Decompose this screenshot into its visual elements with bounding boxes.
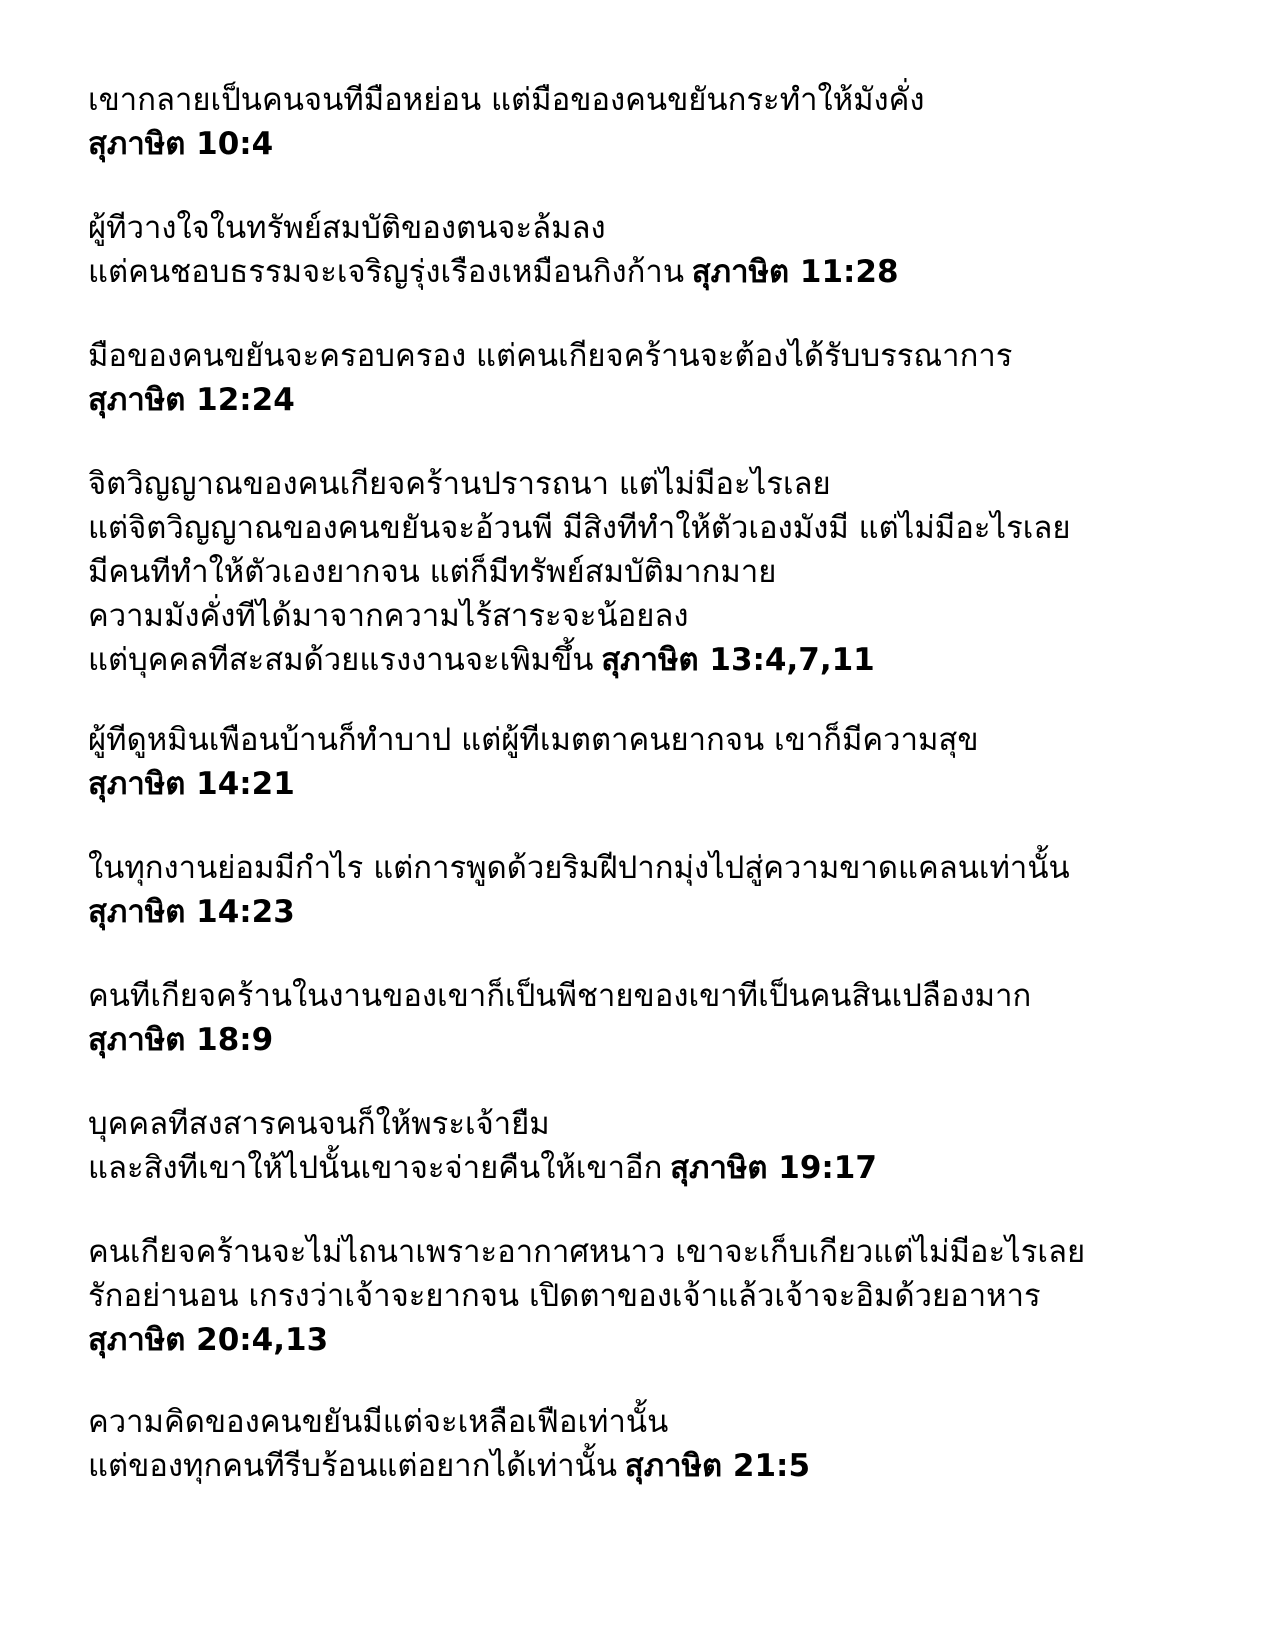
passage	[88, 206, 1248, 294]
passage	[88, 974, 1248, 1062]
verse-reference: สุภาษิต 13:4,7,11	[601, 642, 875, 678]
verse-line: มีคนทีทำให้ตัวเองยากจน แต่ก็มีทรัพย์สมบัติมากมาย	[88, 554, 777, 590]
verse-text: และสิงทีเขาให้ไปนั้นเขาจะจ่ายคืนให้เขาอีก	[88, 1150, 663, 1186]
verse-reference: สุภาษิต 20:4,13	[88, 1322, 329, 1358]
verse-reference: สุภาษิต 14:23	[88, 894, 295, 930]
verse-line	[88, 638, 1248, 682]
verse-reference: สุภาษิต 14:21	[88, 766, 295, 802]
passage	[88, 78, 1248, 166]
verse-line: เขากลายเป็นคนจนทีมือหย่อน แต่มือของคนขยันกระทำให้มังคั่ง	[88, 82, 925, 118]
verse-line: แต่จิตวิญญาณของคนขยันจะอ้วนพี มีสิงทีทำให้ตัวเองมังมี แต่ไม่มีอะไรเลย	[88, 510, 1071, 546]
passage	[88, 1102, 1248, 1190]
verse-reference: สุภาษิต 18:9	[88, 1022, 274, 1058]
passage	[88, 334, 1248, 422]
verse-line: ผู้ทีดูหมินเพือนบ้านก็ทำบาป แต่ผู้ทีเมตตาคนยากจน เขาก็มีความสุข	[88, 722, 979, 758]
verse-line: รักอย่านอน เกรงว่าเจ้าจะยากจน เปิดตาของเจ้าแล้วเจ้าจะอิมด้วยอาหาร	[88, 1278, 1041, 1314]
verse-line: มือของคนขยันจะครอบครอง แต่คนเกียจคร้านจะต้องได้รับบรรณาการ	[88, 338, 1013, 374]
verse-line: ความคิดของคนขยันมีแต่จะเหลือเฟือเท่านั้น	[88, 1404, 669, 1440]
verse-line: บุคคลทีสงสารคนจนก็ให้พระเจ้ายืม	[88, 1106, 550, 1142]
verse-reference: สุภาษิต 11:28	[691, 254, 899, 290]
passage	[88, 1230, 1248, 1362]
verse-line: ผู้ทีวางใจในทรัพย์สมบัติของตนจะล้มลง	[88, 210, 606, 246]
verse-text: แต่ของทุกคนทีรีบร้อนแต่อยากได้เท่านั้น	[88, 1448, 618, 1484]
verse-line: คนเกียจคร้านจะไม่ไถนาเพราะอากาศหนาว เขาจะเก็บเกียวแต่ไม่มีอะไรเลย	[88, 1234, 1086, 1270]
verse-line	[88, 1444, 1248, 1488]
verse-line	[88, 250, 1248, 294]
passage	[88, 718, 1248, 806]
verse-text: แต่บุคคลทีสะสมด้วยแรงงานจะเพิมขึ้น	[88, 642, 594, 678]
passage	[88, 1400, 1248, 1488]
verse-reference: สุภาษิต 19:17	[670, 1150, 877, 1186]
verse-line: ความมังคั่งทีได้มาจากความไร้สาระจะน้อยลง	[88, 598, 689, 634]
verse-text: แต่คนชอบธรรมจะเจริญรุ่งเรืองเหมือนกิงก้าน	[88, 254, 685, 290]
verse-reference: สุภาษิต 12:24	[88, 382, 295, 418]
verse-line	[88, 1146, 1248, 1190]
verse-line: ในทุกงานย่อมมีกำไร แต่การพูดด้วยริมฝีปากมุ่งไปสู่ความขาดแคลนเท่านั้น	[88, 850, 1070, 886]
passage	[88, 462, 1248, 682]
passage	[88, 846, 1248, 934]
verse-line: คนทีเกียจคร้านในงานของเขาก็เป็นพีชายของเขาทีเป็นคนสินเปลืองมาก	[88, 978, 1032, 1014]
verse-reference: สุภาษิต 10:4	[88, 126, 274, 162]
verse-reference: สุภาษิต 21:5	[624, 1448, 811, 1484]
verse-line: จิตวิญญาณของคนเกียจคร้านปรารถนา แต่ไม่มีอะไรเลย	[88, 466, 831, 502]
